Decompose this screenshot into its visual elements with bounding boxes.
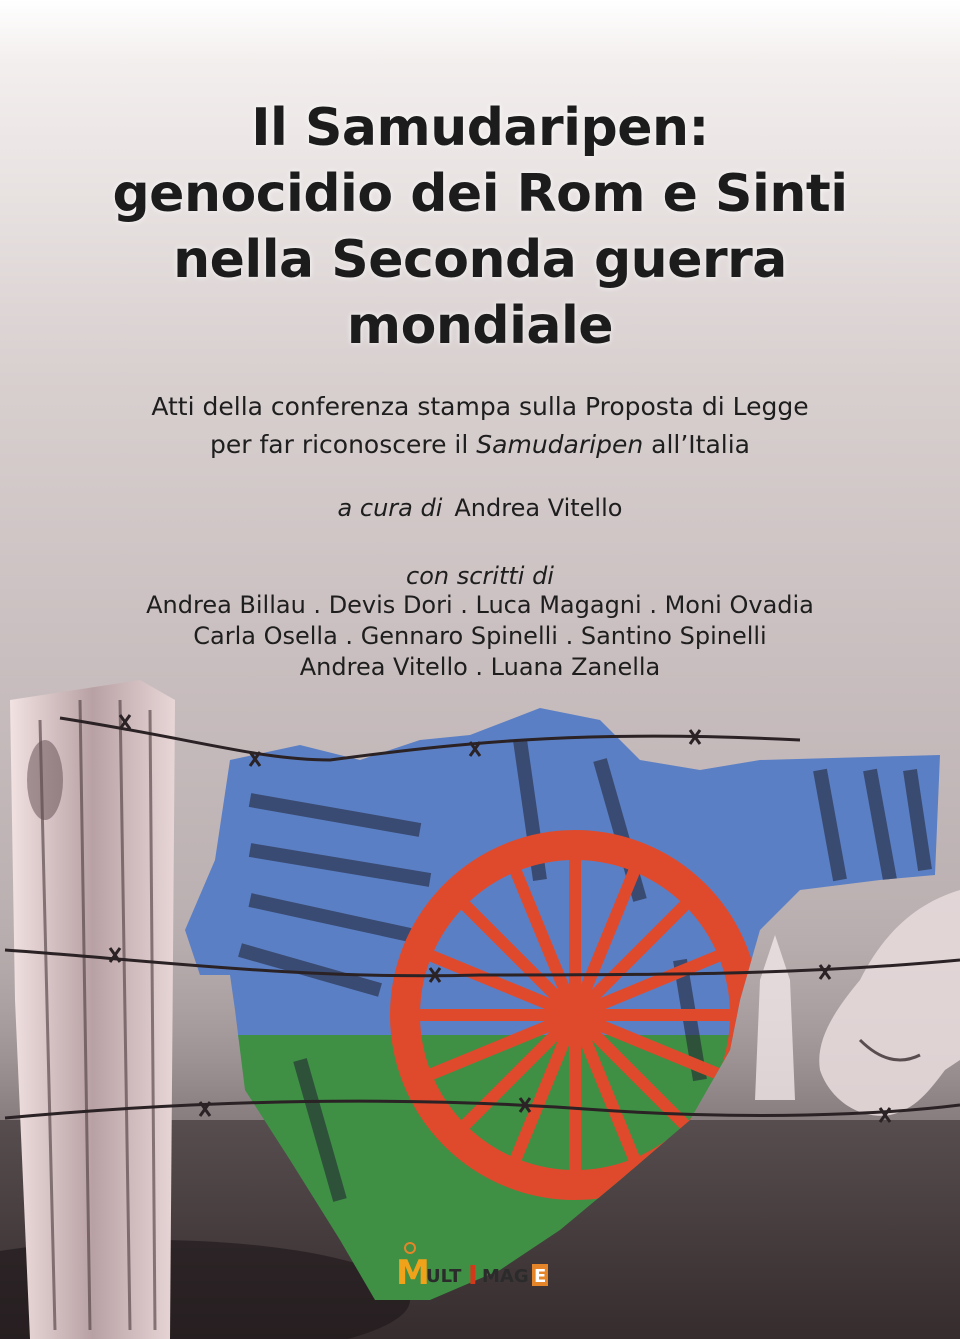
contributors-list [0,590,960,683]
subtitle-prefix: per far riconoscere il [210,430,477,459]
subtitle-suffix: all’Italia [643,430,750,459]
contributors-line-1: Andrea Billau . Devis Dori . Luca Magagni . Moni Ovadia [146,591,814,619]
title-line-4: mondiale [346,296,614,356]
svg-text:I: I [468,1261,478,1291]
svg-text:E: E [534,1266,547,1287]
contributors-label: con scritti di [406,562,554,590]
publisher-logo-mark [382,1240,582,1300]
title-line-1: Il Samudaripen: [251,98,709,158]
svg-text:MAG: MAG [482,1266,529,1287]
subtitle-italic: Samudaripen [476,430,644,459]
editor-label: a cura di [337,494,443,522]
contributors-line-3: Andrea Vitello . Luana Zanella [299,653,661,681]
contributors-line-2: Carla Osella . Gennaro Spinelli . Santino Spinelli [193,622,767,650]
subtitle-line-2 [60,426,900,464]
publisher-logo [382,1240,582,1300]
title-line-2: genocidio dei Rom e Sinti [112,164,848,224]
svg-text:M: M [396,1253,430,1293]
editor-name: Andrea Vitello [454,494,623,522]
book-subtitle [60,388,900,464]
title-line-3: nella Seconda guerra [173,230,787,290]
book-title [40,95,920,359]
svg-text:ULT: ULT [426,1266,462,1287]
editor-credit [0,494,960,522]
subtitle-line-1: Atti della conferenza stampa sulla Proposta di Legge [151,392,809,421]
